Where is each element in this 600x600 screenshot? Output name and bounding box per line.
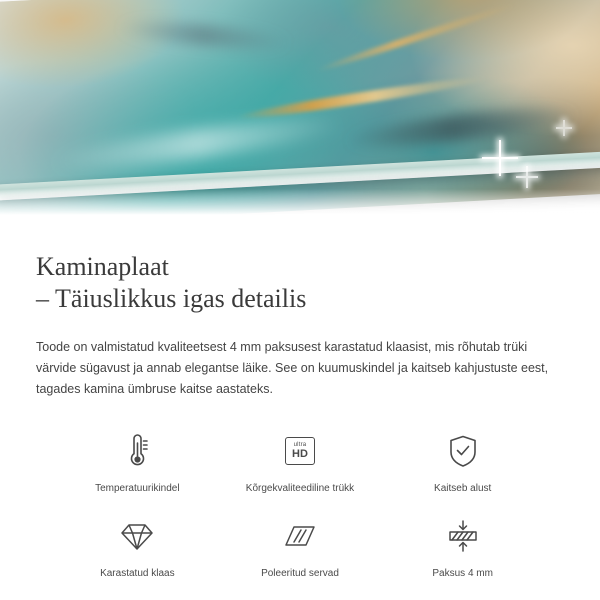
- feature-grid: [36, 426, 564, 580]
- feature-item-temperature: [56, 426, 219, 495]
- feature-label: Poleeritud servad: [261, 568, 339, 579]
- feature-label: Kaitseb alust: [434, 483, 492, 494]
- marble-streak-dark-secondary: [116, 17, 291, 53]
- thickness-icon: [435, 511, 491, 561]
- content-block: [0, 225, 600, 580]
- ultra-hd-icon: ultra HD: [272, 426, 328, 476]
- thermometer-icon: [109, 426, 165, 476]
- page-title-line-1: Kaminaplaat: [36, 252, 169, 281]
- shield-check-icon: [435, 426, 491, 476]
- hero-image: [0, 0, 600, 225]
- feature-label: Kõrgekvaliteediline trükk: [245, 483, 355, 494]
- description-paragraph: Toode on valmistatud kvaliteetsest 4 mm paksusest karastatud klaasist, mis rõhutab trüki värvide sügavust ja annab elegantse läike. See on kuumuskindel ja kaitseb kahjustuste eest, tagades kamina ümbruse kaitse aastateks.: [36, 340, 549, 396]
- hero-fade: [0, 189, 600, 225]
- feature-item-print-quality: [219, 426, 382, 495]
- page-title-line-2: – Täiuslikkus igas detailis: [36, 284, 307, 313]
- diamond-icon: [109, 511, 165, 561]
- feature-label: Karastatud klaas: [100, 568, 175, 579]
- feature-label: Temperatuurikindel: [95, 483, 180, 494]
- feature-item-polished-edges: [219, 511, 382, 580]
- marble-streak-gold-secondary: [315, 2, 516, 75]
- feature-item-thickness: [381, 511, 544, 580]
- feature-label: Paksus 4 mm: [432, 568, 493, 579]
- page-title: [36, 251, 564, 315]
- feature-item-surface-protection: [381, 426, 544, 495]
- feature-item-tempered-glass: [56, 511, 219, 580]
- marble-streak-dark: [344, 101, 581, 154]
- polished-edges-icon: [272, 511, 328, 561]
